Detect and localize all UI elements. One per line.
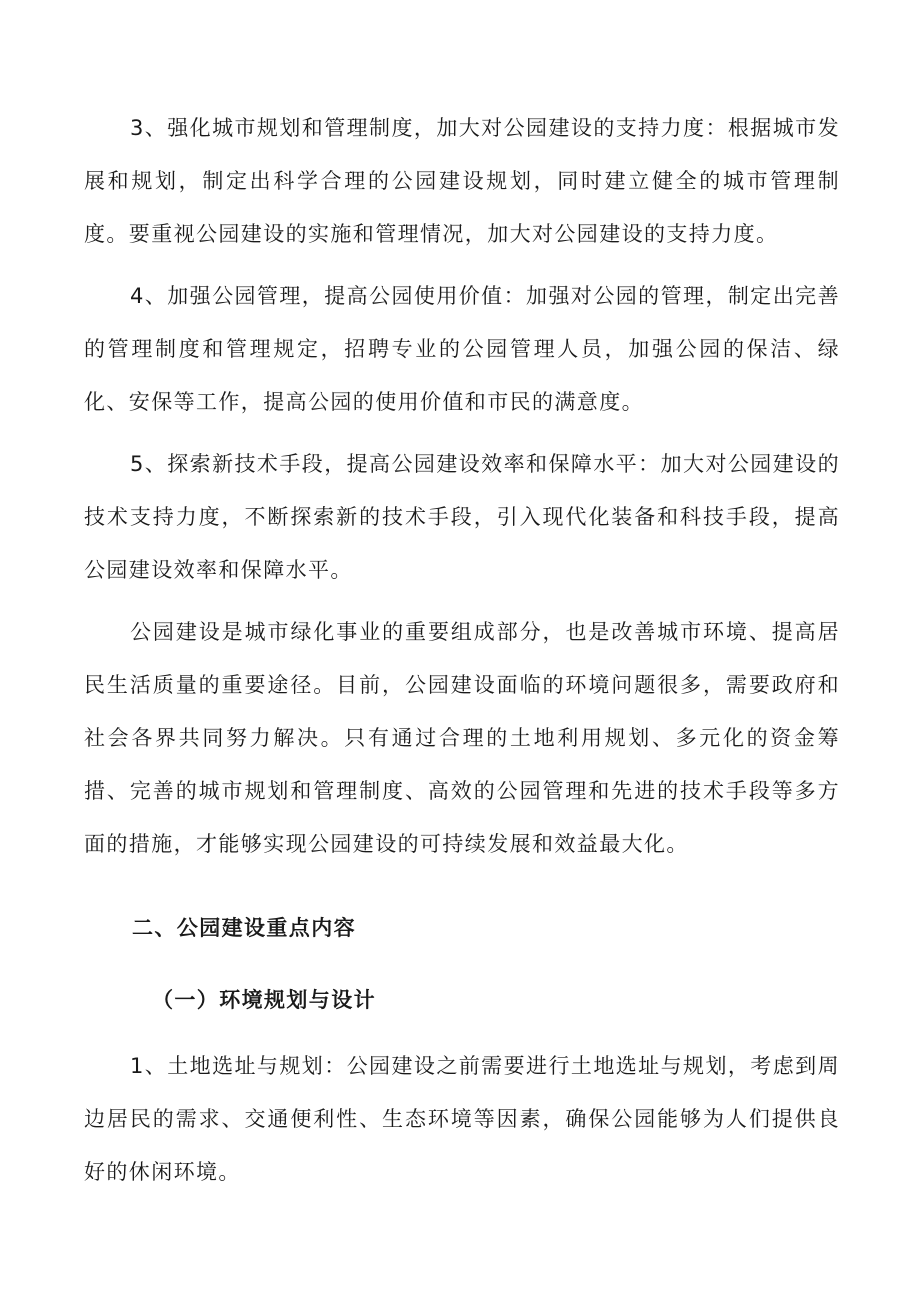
section-heading: 二、公园建设重点内容: [132, 916, 356, 940]
paragraph-urban-planning: 3、强化城市规划和管理制度，加大对公园建设的支持力度：根据城市发展和规划，制定出科学合理的公园建设规划，同时建立健全的城市管理制度。要重视公园建设的实施和管理情况，加大对公园建设的支持力度。: [84, 116, 840, 246]
paragraph-site-selection: 1、土地选址与规划：公园建设之前需要进行土地选址与规划，考虑到周边居民的需求、交通便利性、生态环境等因素，确保公园能够为人们提供良好的休闲环境。: [84, 1054, 840, 1184]
paragraph-summary: 公园建设是城市绿化事业的重要组成部分，也是改善城市环境、提高居民生活质量的重要途径。目前，公园建设面临的环境问题很多，需要政府和社会各界共同努力解决。只有通过合理的土地利用规划、多元化的资金筹措、完善的城市规划和管理制度、高效的公园管理和先进的技术手段等多方面的措施，才能够实现公园建设的可持续发展和效益最大化。: [84, 620, 840, 856]
subsection-heading: （一）环境规划与设计: [152, 988, 376, 1012]
paragraph-new-technology: 5、探索新技术手段，提高公园建设效率和保障水平：加大对公园建设的技术支持力度，不断探索新的技术手段，引入现代化装备和科技手段，提高公园建设效率和保障水平。: [84, 452, 840, 582]
paragraph-park-management: 4、加强公园管理，提高公园使用价值：加强对公园的管理，制定出完善的管理制度和管理规定，招聘专业的公园管理人员，加强公园的保洁、绿化、安保等工作，提高公园的使用价值和市民的满意度。: [84, 284, 840, 414]
